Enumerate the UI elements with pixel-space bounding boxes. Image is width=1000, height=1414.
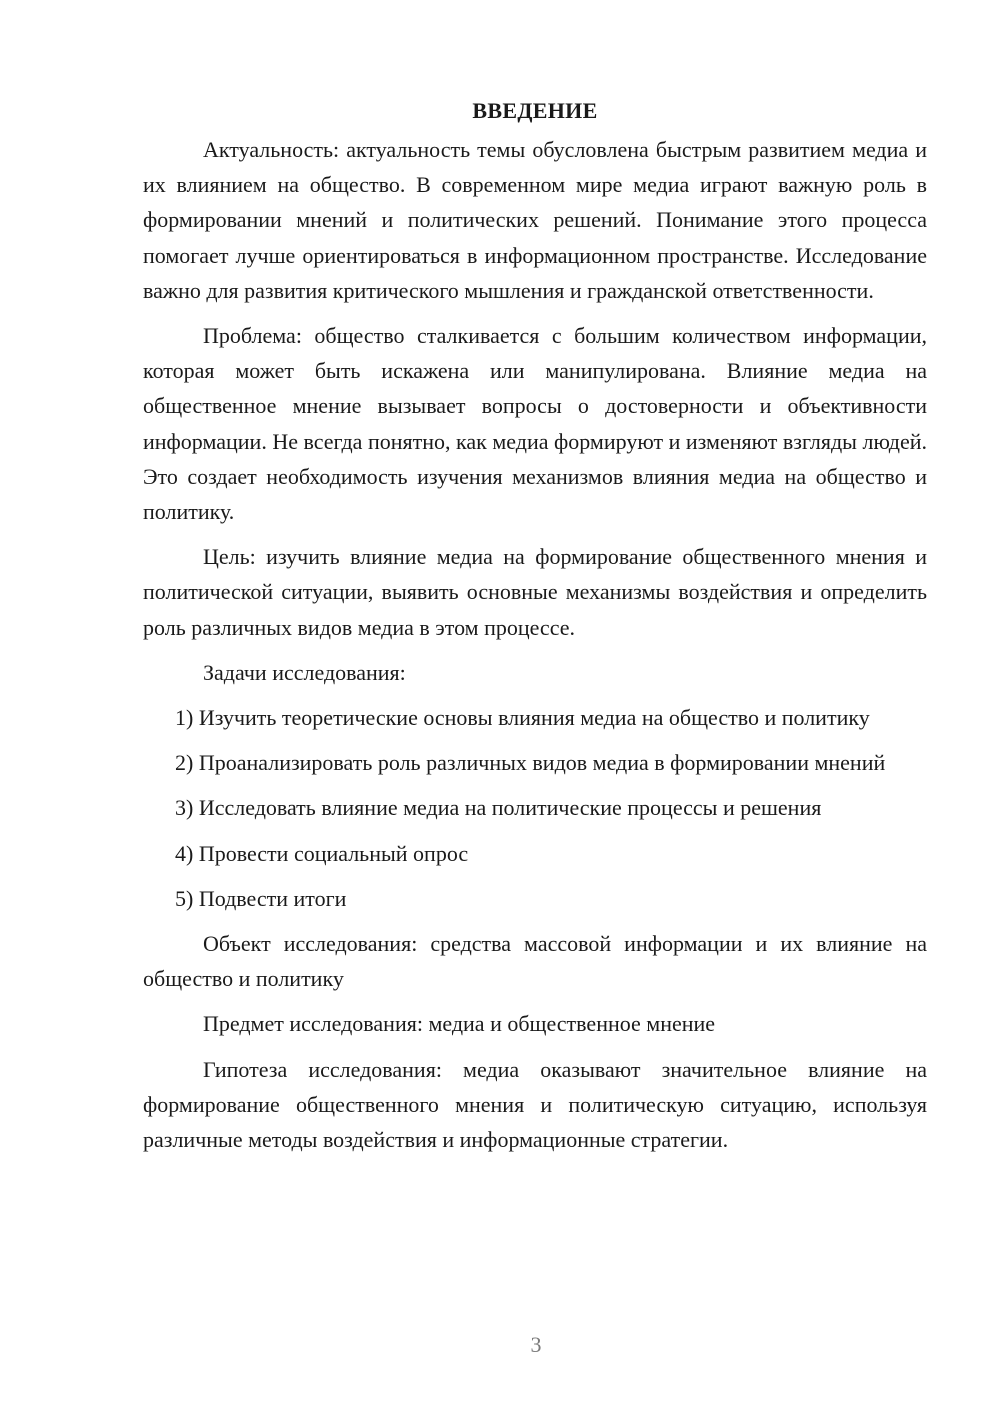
task-item-2: 2) Проанализировать роль различных видов медиа в формировании мнений: [175, 750, 886, 776]
problem-paragraph: Проблема: общество сталкивается с большим количеством информации, которая может быть искажена или манипулирована. Влияние медиа на общественное мнение вызывает вопросы о достоверности и объективности информации. Не всегда понятно, как медиа формируют и изменяют взгляды людей. Это создает необходимость изучения механизмов влияния медиа на общество и политику.: [143, 323, 927, 525]
object-paragraph: Объект исследования: средства массовой информации и их влияние на общество и политику: [143, 931, 927, 992]
task-item-3: 3) Исследовать влияние медиа на политические процессы и решения: [175, 795, 822, 821]
relevance-paragraph: Актуальность: актуальность темы обусловлена быстрым развитием медиа и их влиянием на общество. В современном мире медиа играют важную роль в формировании мнений и политических решений. Понимание этого процесса помогает лучше ориентироваться в информационном пространстве. Исследование важно для развития критического мышления и гражданской ответственности.: [143, 137, 927, 303]
page-title: ВВЕДЕНИЕ: [472, 98, 598, 123]
task-item-1: 1) Изучить теоретические основы влияния медиа на общество и политику: [175, 705, 870, 731]
tasks-heading: Задачи исследования:: [203, 659, 406, 685]
goal-paragraph: Цель: изучить влияние медиа на формирование общественного мнения и политической ситуации, выявить основные механизмы воздействия и определить роль различных видов медиа в этом процессе.: [143, 544, 927, 640]
page-number: 3: [530, 1332, 542, 1357]
task-item-5: 5) Подвести итоги: [175, 885, 347, 911]
document-page: [143, 92, 927, 1167]
subject-paragraph: Предмет исследования: медиа и общественное мнение: [203, 1011, 716, 1037]
hypothesis-paragraph: Гипотеза исследования: медиа оказывают значительное влияние на формирование общественного мнения и политическую ситуацию, используя различные методы воздействия и информационные стратегии.: [143, 1056, 927, 1153]
task-item-4: 4) Провести социальный опрос: [175, 840, 469, 866]
